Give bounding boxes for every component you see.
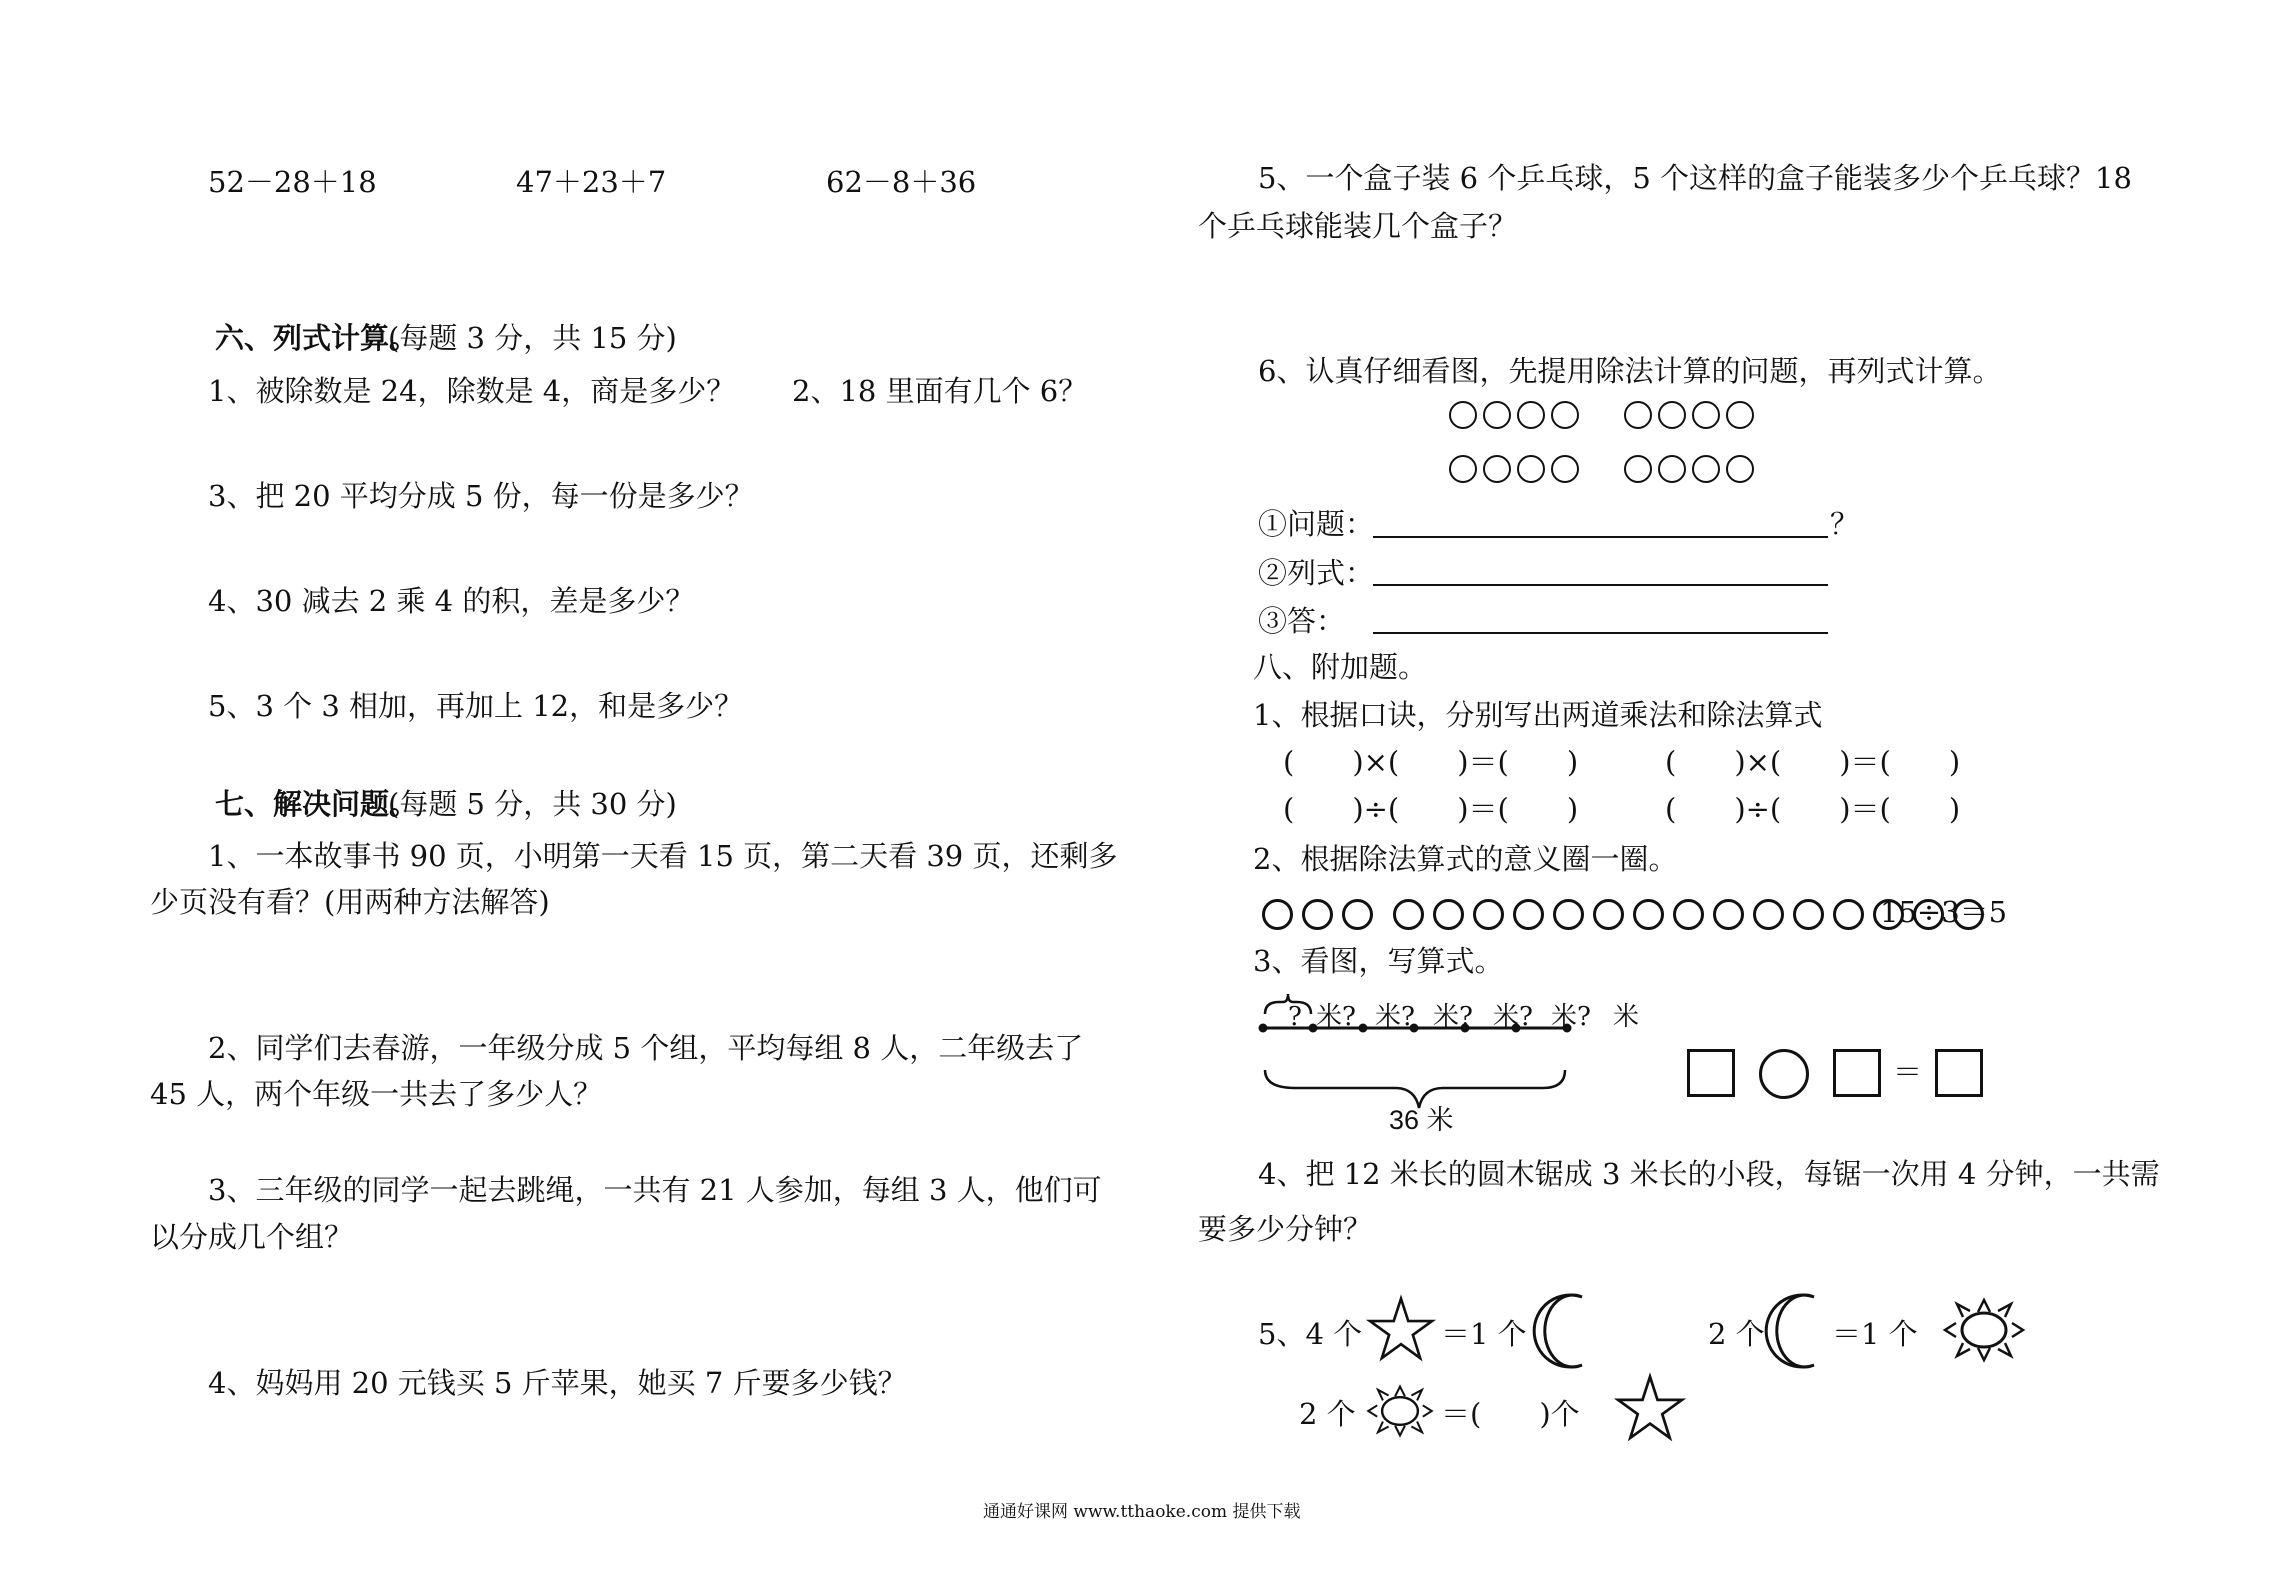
sun-icon bbox=[1365, 1380, 1435, 1442]
s8-q1-division-1: ( )÷( )＝( ) bbox=[1283, 792, 1579, 826]
circle bbox=[1483, 401, 1511, 429]
circle bbox=[1449, 455, 1477, 483]
s7-question-3-line2: 以分成几个组？ bbox=[150, 1220, 354, 1254]
circle bbox=[1483, 455, 1511, 483]
segment-point bbox=[1359, 1024, 1368, 1033]
circle bbox=[1726, 401, 1754, 429]
circle bbox=[1692, 455, 1720, 483]
segment-label: 米? bbox=[1433, 1002, 1473, 1032]
star-icon bbox=[1368, 1296, 1434, 1362]
s8-q5-line-c-mid: ＝( )个 bbox=[1441, 1397, 1580, 1431]
segment-label: 米? bbox=[1316, 1002, 1356, 1032]
s7-question-2-line2: 45 人，两个年级一共去了多少人？ bbox=[150, 1077, 603, 1111]
s8-question-3: 3、看图，写算式。 bbox=[1253, 944, 1504, 978]
moon-icon bbox=[1544, 1295, 1594, 1367]
s8-q5-line-c-prefix: 2 个 bbox=[1299, 1397, 1356, 1431]
answer-circle-operator[interactable] bbox=[1759, 1049, 1809, 1099]
section-7-score: (每题 5 分，共 30 分) bbox=[388, 787, 677, 821]
s6-question-1: 1、被除数是 24，除数是 4，商是多少？ bbox=[208, 374, 736, 408]
q6-question-label: ①问题： bbox=[1258, 507, 1375, 541]
expression-1: 52－28＋18 bbox=[208, 165, 377, 199]
footer-source: 通通好课网 www.tthaoke.com 提供下载 bbox=[983, 1502, 1301, 1522]
circle bbox=[1517, 401, 1545, 429]
circle bbox=[1551, 455, 1579, 483]
s7-question-1-line2: 少页没有看？(用两种方法解答) bbox=[150, 885, 550, 919]
section-6-score: (每题 3 分，共 15 分) bbox=[388, 321, 677, 355]
r-question-5-line2: 个乒乓球能装几个盒子？ bbox=[1198, 209, 1518, 243]
circle[interactable] bbox=[1262, 899, 1293, 930]
section-6-title: 六、列式计算。 bbox=[215, 321, 419, 355]
s8-q5-line-a-mid: ＝1 个 bbox=[1441, 1317, 1527, 1351]
s6-question-2: 2、18 里面有几个 6？ bbox=[792, 374, 1088, 408]
s8-question-4-line1: 4、把 12 米长的圆木锯成 3 米长的小段，每锯一次用 4 分钟，一共需 bbox=[1258, 1157, 2160, 1191]
circle bbox=[1449, 401, 1477, 429]
s7-question-2-line1: 2、同学们去春游，一年级分成 5 个组，平均每组 8 人，二年级去了 bbox=[208, 1031, 1084, 1065]
s8-question-1: 1、根据口诀，分别写出两道乘法和除法算式 bbox=[1253, 698, 1823, 732]
circle[interactable] bbox=[1342, 899, 1373, 930]
q6-answer-label: ③答： bbox=[1258, 604, 1346, 638]
circle[interactable] bbox=[1633, 899, 1664, 930]
s8-q1-multiplication-2: ( )×( )＝( ) bbox=[1665, 745, 1961, 779]
moon-icon bbox=[1776, 1295, 1826, 1367]
circle bbox=[1658, 455, 1686, 483]
circle[interactable] bbox=[1833, 899, 1864, 930]
answer-square-2[interactable] bbox=[1833, 1049, 1881, 1097]
circle[interactable] bbox=[1553, 899, 1584, 930]
segment-label: 米? bbox=[1551, 1002, 1591, 1032]
s8-q5-line-b-mid: ＝1 个 bbox=[1832, 1317, 1918, 1351]
circle bbox=[1517, 455, 1545, 483]
segment-label: 米? bbox=[1493, 1002, 1533, 1032]
segment-label: 米? bbox=[1375, 1002, 1415, 1032]
s8-q5-line-b-prefix: 2 个 bbox=[1708, 1317, 1765, 1351]
circle[interactable] bbox=[1513, 899, 1544, 930]
s6-question-5: 5、3 个 3 相加，再加上 12，和是多少？ bbox=[208, 689, 744, 723]
s8-q1-multiplication-1: ( )×( )＝( ) bbox=[1283, 745, 1579, 779]
circle bbox=[1726, 455, 1754, 483]
expression-2: 47＋23＋7 bbox=[516, 165, 667, 199]
circle bbox=[1658, 401, 1686, 429]
circle[interactable] bbox=[1302, 899, 1333, 930]
s8-q5-line-a-prefix: 5、4 个 bbox=[1258, 1317, 1363, 1351]
q6-question-answer-line[interactable] bbox=[1373, 536, 1828, 538]
s8-q1-division-2: ( )÷( )＝( ) bbox=[1665, 792, 1961, 826]
circle bbox=[1624, 401, 1652, 429]
section-7-title: 七、解决问题。 bbox=[215, 787, 419, 821]
s6-question-3: 3、把 20 平均分成 5 份，每一份是多少？ bbox=[208, 479, 754, 513]
circle[interactable] bbox=[1433, 899, 1464, 930]
s7-question-1-line1: 1、一本故事书 90 页，小明第一天看 15 页，第二天看 39 页，还剩多 bbox=[208, 839, 1118, 873]
segment-label: ? bbox=[1288, 1002, 1302, 1032]
s6-question-4: 4、30 减去 2 乘 4 的积，差是多少？ bbox=[208, 584, 695, 618]
circle[interactable] bbox=[1753, 899, 1784, 930]
sun-icon bbox=[1941, 1297, 2027, 1363]
q6-question-mark: ？ bbox=[1830, 507, 1860, 541]
s7-question-3-line1: 3、三年级的同学一起去跳绳，一共有 21 人参加，每组 3 人，他们可 bbox=[208, 1173, 1102, 1207]
r-question-6: 6、认真仔细看图，先提用除法计算的问题，再列式计算。 bbox=[1258, 354, 2002, 388]
equals-sign: ＝ bbox=[1893, 1055, 1923, 1089]
segment-label: 米 bbox=[1613, 1002, 1640, 1032]
circle[interactable] bbox=[1593, 899, 1624, 930]
segment-point bbox=[1259, 1024, 1268, 1033]
answer-square-3[interactable] bbox=[1935, 1049, 1983, 1097]
s8-q3-total-length: 36 米 bbox=[1389, 1105, 1454, 1135]
expression-3: 62－8＋36 bbox=[826, 165, 977, 199]
q6-answer-line[interactable] bbox=[1373, 632, 1828, 634]
circle bbox=[1551, 401, 1579, 429]
circle bbox=[1692, 401, 1720, 429]
star-icon bbox=[1616, 1374, 1684, 1442]
s8-question-4-line2: 要多少分钟？ bbox=[1198, 1212, 1373, 1246]
circle[interactable] bbox=[1393, 899, 1424, 930]
s8-question-2: 2、根据除法算式的意义圈一圈。 bbox=[1253, 842, 1678, 876]
circle bbox=[1624, 455, 1652, 483]
r-question-5-line1: 5、一个盒子装 6 个乒乓球，5 个这样的盒子能装多少个乒乓球？18 bbox=[1258, 161, 2132, 195]
s8-q2-equation: 15÷3＝5 bbox=[1880, 895, 2008, 929]
s7-question-4: 4、妈妈用 20 元钱买 5 斤苹果，她买 7 斤要多少钱？ bbox=[208, 1366, 907, 1400]
answer-square-1[interactable] bbox=[1687, 1049, 1735, 1097]
q6-formula-label: ②列式： bbox=[1258, 556, 1375, 590]
section-8-title: 八、附加题。 bbox=[1253, 650, 1428, 684]
circle[interactable] bbox=[1713, 899, 1744, 930]
circle[interactable] bbox=[1793, 899, 1824, 930]
q6-formula-answer-line[interactable] bbox=[1373, 584, 1828, 586]
circle[interactable] bbox=[1673, 899, 1704, 930]
circle[interactable] bbox=[1473, 899, 1504, 930]
